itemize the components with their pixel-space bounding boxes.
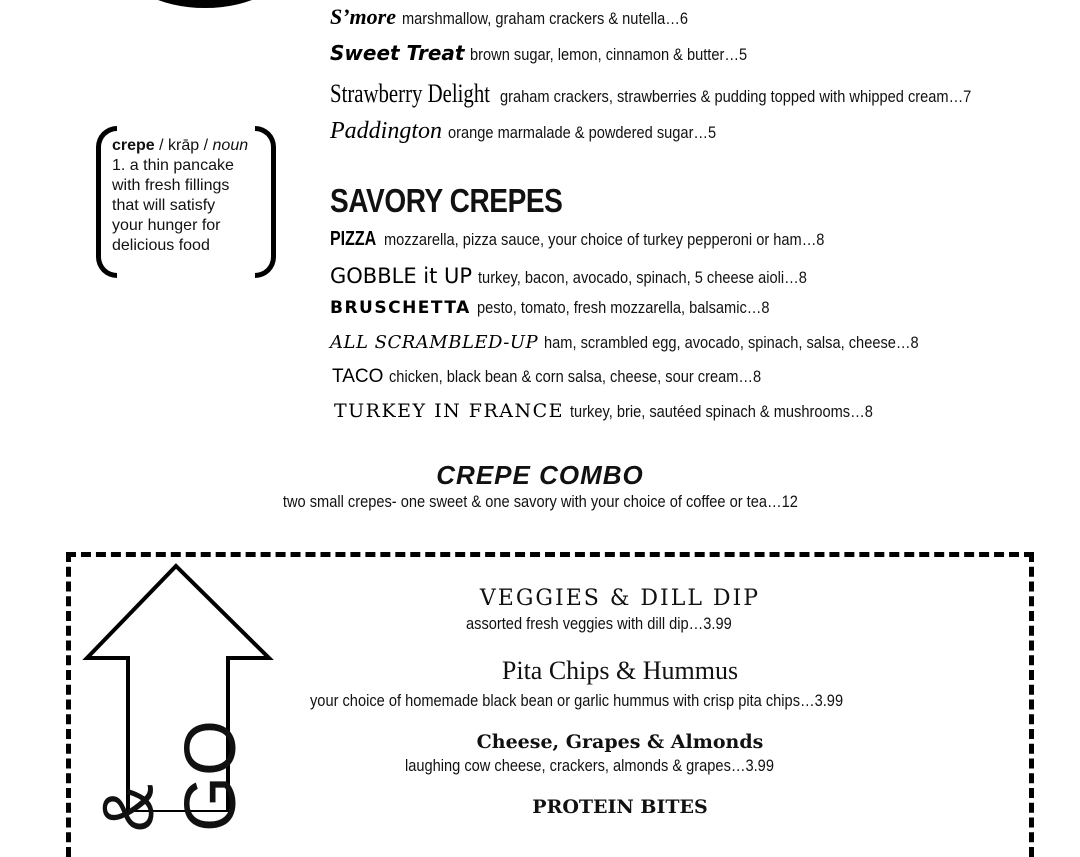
arrow-label	[89, 640, 251, 832]
item-name: Strawberry Delight	[330, 79, 491, 108]
grab-item-desc	[220, 614, 1020, 634]
combo-title: CREPE COMBO	[436, 460, 644, 490]
item-name: PIZZA	[330, 228, 377, 250]
grab-item-title: PROTEIN BITES	[532, 796, 708, 818]
grab-item-title: VEGGIES & DILL DIP	[479, 586, 761, 611]
arrow-label-text: & GO	[89, 719, 251, 832]
logo-circle-fragment	[120, 0, 290, 8]
item-name: TURKEY IN FRANCE	[334, 400, 565, 422]
item-name: Sweet Treat	[330, 41, 465, 65]
grab-item-desc	[220, 691, 1020, 711]
grab-item-desc	[220, 756, 1020, 776]
menu-item-pizza	[330, 228, 896, 260]
menu-item-taco	[332, 366, 822, 398]
item-desc: mozzarella, pizza sauce, your choice of turkey pepperoni or ham…8	[383, 230, 825, 249]
definition-line: delicious food	[112, 237, 210, 254]
item-desc: turkey, bacon, avocado, spinach, 5 cheese aioli…8	[478, 268, 807, 287]
definition-text: crepe / krāp / noun 1. a thin pancake with fresh fillings that will satisfy your hunger for delicious food	[112, 137, 249, 254]
item-name: TACO	[332, 366, 384, 387]
item-name: BRUSCHETTA	[330, 298, 471, 318]
item-desc: chicken, black bean & corn salsa, cheese, sour cream…8	[389, 367, 762, 386]
menu-item-all-scrambled-up	[330, 332, 980, 364]
definition-line: with fresh fillings	[112, 177, 230, 194]
menu-item-smore	[330, 4, 735, 36]
item-desc: ham, scrambled egg, avocado, spinach, salsa, cheese…8	[544, 333, 919, 352]
menu-item-paddington	[330, 118, 760, 150]
item-desc: marshmallow, graham crackers & nutella…6	[402, 9, 689, 28]
menu-item-bruschetta	[330, 298, 817, 330]
grab-item-title: Pita Chips & Hummus	[501, 656, 739, 685]
savory-heading: SAVORY CREPES	[330, 182, 563, 219]
definition-line: your hunger for	[112, 217, 221, 234]
definition-pron: krāp	[168, 137, 200, 154]
item-name: S’more	[330, 4, 396, 29]
item-name: GOBBLE it UP	[330, 264, 473, 288]
grab-item-desc-text: your choice of homemade black bean or garlic hummus with crisp pita chips…3.99	[310, 691, 844, 710]
grab-item-desc-text: laughing cow cheese, crackers, almonds & grapes…3.99	[405, 756, 775, 775]
item-name: ALL SCRAMBLED-UP	[330, 332, 539, 353]
item-name: Paddington	[330, 118, 442, 144]
item-desc: turkey, brie, sautéed spinach & mushrooms…8	[570, 402, 873, 421]
combo-desc-text: two small crepes- one sweet & one savory with your choice of coffee or tea…12	[282, 492, 798, 511]
crepe-definition	[96, 126, 276, 272]
menu-item-strawberry-delight	[330, 79, 1048, 111]
definition-line: 1. a thin pancake	[112, 157, 234, 174]
item-desc: orange marmalade & powdered sugar…5	[448, 123, 717, 142]
menu-item-gobble-it-up	[330, 264, 860, 296]
grab-item-desc-text: assorted fresh veggies with dill dip…3.99	[465, 614, 732, 633]
grab-item-title: Cheese, Grapes & Almonds	[476, 731, 764, 753]
right-bracket	[255, 126, 276, 278]
definition-pos: noun	[212, 137, 249, 154]
definition-line: that will satisfy	[112, 197, 216, 214]
item-desc: graham crackers, strawberries & pudding topped with whipped cream…7	[500, 87, 972, 106]
definition-word: crepe	[112, 137, 155, 154]
item-desc: pesto, tomato, fresh mozzarella, balsamic…8	[476, 298, 770, 317]
menu-item-sweet-treat	[330, 41, 793, 73]
item-desc: brown sugar, lemon, cinnamon & butter…5	[470, 45, 748, 64]
menu-item-turkey-in-france	[334, 400, 922, 432]
combo-desc	[0, 492, 1080, 512]
